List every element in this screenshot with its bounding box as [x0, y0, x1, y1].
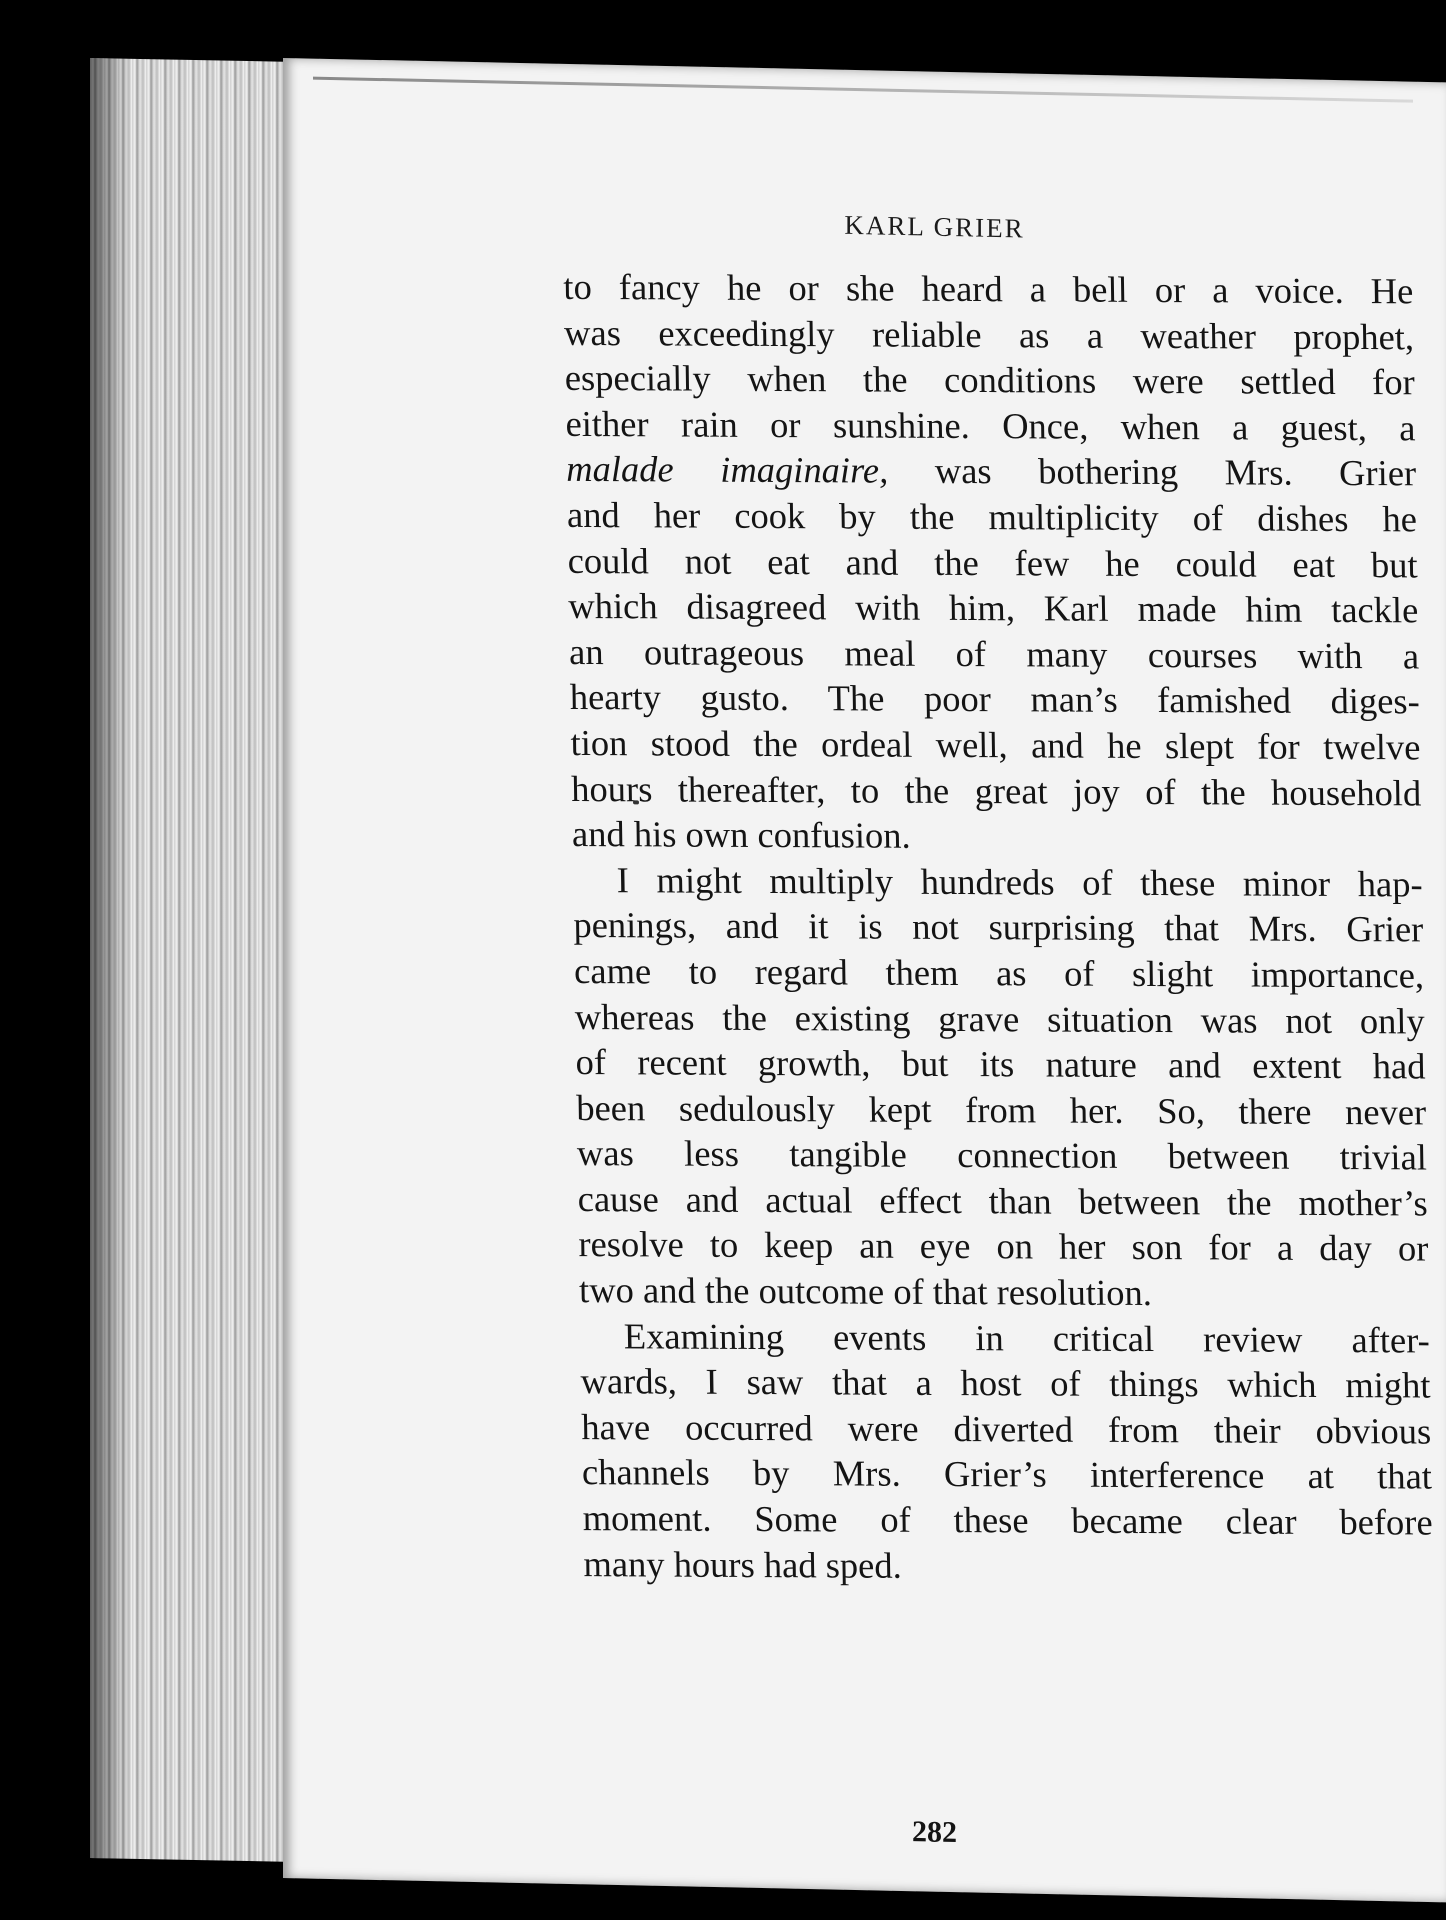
text-line: whereas the existing grave situation was not only: [574, 995, 1426, 1041]
text-line-rest: was bothering Mrs. Grier: [887, 449, 1417, 494]
text-line: of recent growth, but its nature and extent had: [575, 1041, 1426, 1087]
text-line: many hours had sped.: [583, 1542, 903, 1586]
text-line: hours thereafter, to the great joy of the household: [570, 767, 1422, 813]
text-line: and her cook by the multiplicity of dishes he: [566, 493, 1418, 540]
text-line: hearty gusto. The poor man’s famished diges-: [569, 676, 1421, 722]
text-line: which disagreed with him, Karl made him tackle: [568, 585, 1419, 631]
text-line-italic-phrase: [566, 446, 1417, 496]
text-line: tion stood the ordeal well, and he slept for twelve: [570, 721, 1421, 768]
italic-phrase: malade imaginaire,: [565, 448, 889, 491]
text-line: an outrageous meal of many courses with a: [568, 630, 1420, 677]
text-line: could not eat and the few he could eat but: [567, 539, 1418, 585]
text-line: wards, I saw that a host of things which might: [580, 1360, 1431, 1406]
text-line: resolve to keep an eye on her son for a day or: [578, 1223, 1429, 1269]
text-line: either rain or sunshine. Once, when a guest, a: [565, 402, 1416, 449]
text-line: to fancy he or she heard a bell or a voice. He: [563, 265, 1414, 312]
page-top-edge: [313, 77, 1413, 103]
text-line: two and the outcome of that resolution.: [578, 1269, 1153, 1314]
text-line: have occurred were diverted from their obvious: [580, 1405, 1432, 1452]
text-line: moment. Some of these became clear before: [582, 1497, 1433, 1543]
text-line: Examining events in critical review after-: [623, 1314, 1431, 1361]
text-line: cause and actual effect than between the mother’s: [577, 1177, 1428, 1224]
book-page-edges: [90, 58, 290, 1862]
text-line: came to regard them as of slight importance,: [573, 949, 1425, 996]
text-line: especially when the conditions were settled for: [564, 357, 1416, 403]
text-line: was less tangible connection between trivial: [576, 1132, 1428, 1178]
text-line: was exceedingly reliable as a weather prophet,: [563, 311, 1415, 357]
running-head: KARL GRIER: [844, 209, 1025, 244]
page-number: 282: [912, 1815, 957, 1850]
book-page: [283, 58, 1446, 1902]
body-text: [563, 264, 1434, 1591]
text-line: channels by Mrs. Grier’s interference at that: [581, 1451, 1433, 1498]
text-line: and his own confusion.: [571, 813, 911, 856]
text-line: penings, and it is not surprising that Mrs. Grier: [573, 904, 1424, 950]
text-line: I might multiply hundreds of these minor hap-: [616, 858, 1423, 905]
text-line: been sedulously kept from her. So, there never: [575, 1086, 1427, 1133]
